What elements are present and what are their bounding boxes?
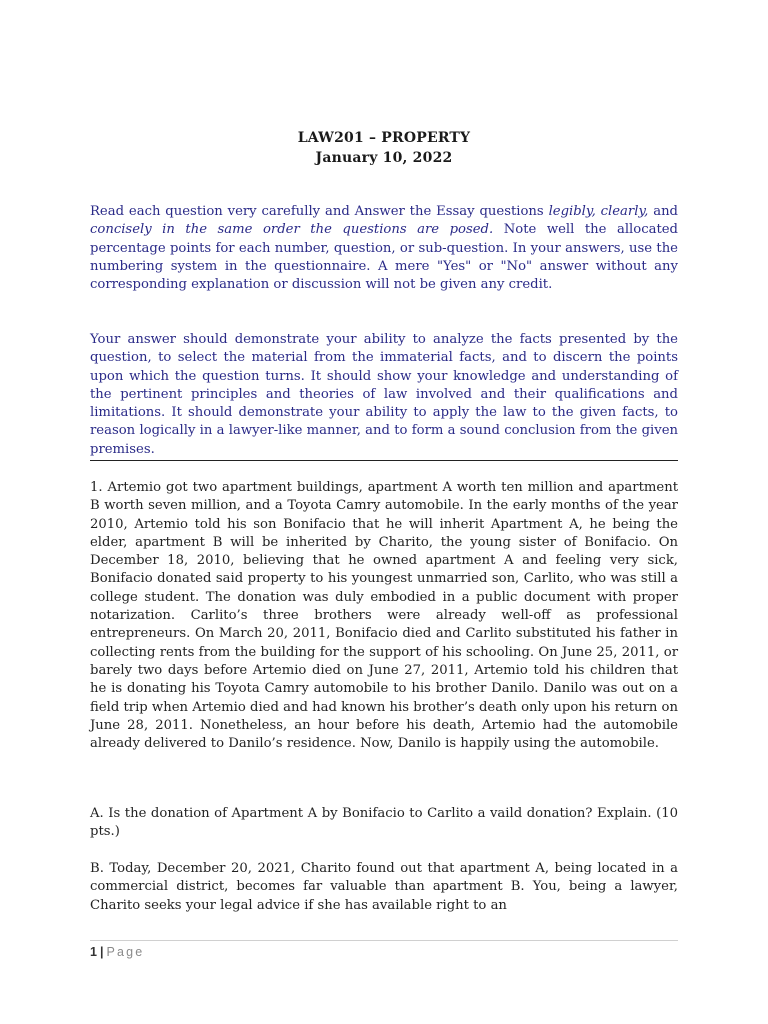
instructions-paragraph-2: Your answer should demonstrate your ability to analyze the facts presented by the question, to select the material from the immaterial facts, and to discern the points upon which the question turns. It should show your knowledge and understanding of the pertinent principles and theories of law involved and their qualifications and limitations. It should demonstrate your ability to apply the law to the given facts, to reason logically in a lawyer-like manner, and to form a sound conclusion from the given premises.	[90, 332, 678, 457]
question-1-sub-a: A. Is the donation of Apartment A by Bonifacio to Carlito a vaild donation? Explain. (10 pts.)	[90, 806, 678, 840]
footer-divider	[90, 940, 678, 941]
question-1-sub-b: B. Today, December 20, 2021, Charito found out that apartment A, being located in a commercial district, becomes far valuable than apartment B. You, being a lawyer, Charito seeks your legal advice if she has available right to an	[90, 861, 678, 913]
section-divider	[90, 460, 678, 461]
instructions-text: Note well the allocated percentage points for each number, question, or sub-question. In your answers, use the numbering system in the questionnaire. A mere "Yes" or "No" answer without any corresponding explanation or discussion will not be given any credit.	[90, 222, 678, 293]
page-footer	[90, 943, 144, 961]
exam-date: January 10, 2022	[315, 150, 453, 166]
page-number: 1	[90, 945, 97, 959]
footer-separator: |	[99, 945, 104, 959]
question-1-facts: 1. Artemio got two apartment buildings, apartment A worth ten million and apartment B worth seven million, and a Toyota Camry automobile. In the early months of the year 2010, Artemio told his son Bonifacio that he will inherit Apartment A, he being the elder, apartment B will be inherited by Charito, the young sister of Bonifacio. On December 18, 2010, believing that he owned apartment A and feeling very sick, Bonifacio donated said property to his youngest unmarried son, Carlito, who was still a college student. The donation was duly embodied in a public document with proper notarization. Carlito’s three brothers were already well-off as professional entrepreneurs. On March 20, 2011, Bonifacio died and Carlito substituted his father in collecting rents from the building for the support of his schooling. On June 25, 2011, or barely two days before Artemio died on June 27, 2011, Artemio told his children that he is donating his Toyota Camry automobile to his brother Danilo. Danilo was out on a field trip when Artemio died and had known his brother’s death only upon his return on June 28, 2011. Nonetheless, an hour before his death, Artemio had the automobile already delivered to Danilo’s residence. Now, Danilo is happily using the automobile.	[90, 480, 678, 752]
instructions-text: Read each question very carefully and Answer the Essay questions	[90, 204, 549, 219]
course-title: LAW201 – PROPERTY	[297, 130, 471, 146]
instructions-emphasis: concisely in the same order the questions are posed.	[90, 222, 494, 238]
instructions-paragraph-1	[90, 203, 678, 294]
instructions-emphasis: legibly, clearly,	[548, 204, 649, 219]
page-label: Page	[106, 945, 145, 959]
instructions-text: and	[648, 204, 679, 219]
document-header	[0, 128, 768, 168]
